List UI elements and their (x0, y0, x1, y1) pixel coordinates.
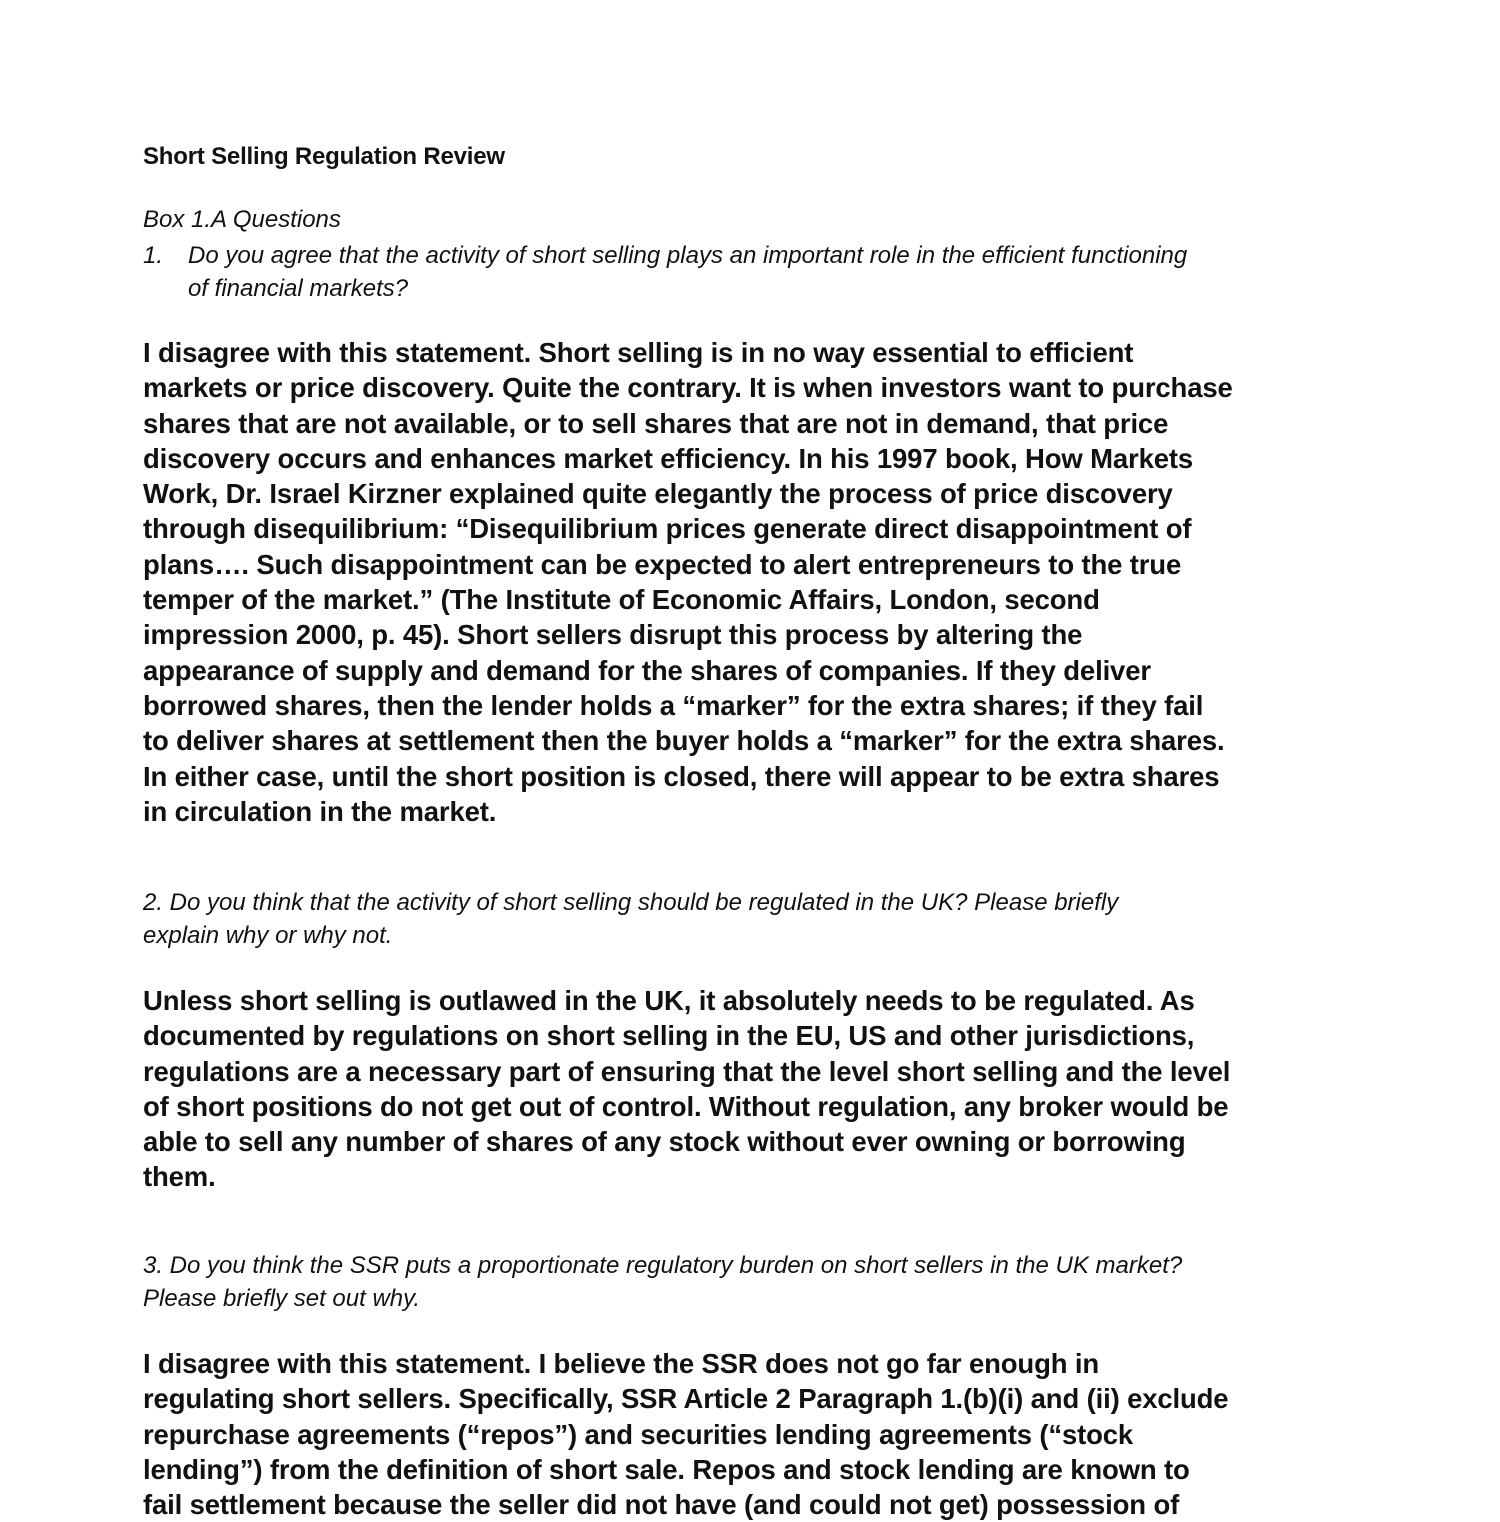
question-1-text: Do you agree that the activity of short selling plays an important role in the efficient functioning of financial markets? (188, 242, 1188, 302)
question-3: 3. Do you think the SSR puts a proportionate regulatory burden on short sellers in the UK market? Please briefly set out why. (143, 1252, 1183, 1312)
question-1 (143, 239, 1363, 305)
question-1-number: 1. (143, 242, 164, 269)
answer-1: I disagree with this statement. Short selling is in no way essential to efficient markets or price discovery. Quite the contrary. It is when investors want to purchase shares that are not available, or to sell shares that are not in demand, that price discovery occurs and enhances market efficiency. In his 1997 book, How Markets Work, Dr. Israel Kirzner explained quite elegantly the process of price discovery through disequilibrium: “Disequilibrium prices generate direct disappointment of plans…. Such disappointment can be expected to alert entrepreneurs to the true temper of the market.” (The Institute of Economic Affairs, London, second impression 2000, p. 45). Short sellers disrupt this process by altering the appearance of supply and demand for the shares of companies. If they deliver borrowed shares, then the lender holds a “marker” for the extra shares; if they fail to deliver shares at settlement then the buyer holds a “marker” for the extra shares. In either case, until the short position is closed, there will appear to be extra shares in circulation in the market. (143, 337, 1233, 827)
question-2: 2. Do you think that the activity of short selling should be regulated in the UK? Please briefly explain why or why not. (143, 889, 1119, 949)
answer-2: Unless short selling is outlawed in the UK, it absolutely needs to be regulated. As documented by regulations on short selling in the EU, US and other jurisdictions, regulations are a necessary part of ensuring that the level short selling and the level of short positions do not get out of control. Without regulation, any broker would be able to sell any number of shares of any stock without ever owning or borrowing them. (143, 985, 1231, 1193)
answer-3: I disagree with this statement. I believe the SSR does not go far enough in regulating short sellers. Specifically, SSR Article 2 Paragraph 1.(b)(i) and (ii) exclude repurchase agreements (“repos”) and securities lending agreements (“stock lending”) from the definition of short sale. Repos and stock lending are known to fail settlement because the seller did not have (and could not get) possession of (143, 1348, 1229, 1521)
box-label: Box 1.A Questions (143, 206, 341, 233)
document-title: Short Selling Regulation Review (143, 143, 505, 170)
